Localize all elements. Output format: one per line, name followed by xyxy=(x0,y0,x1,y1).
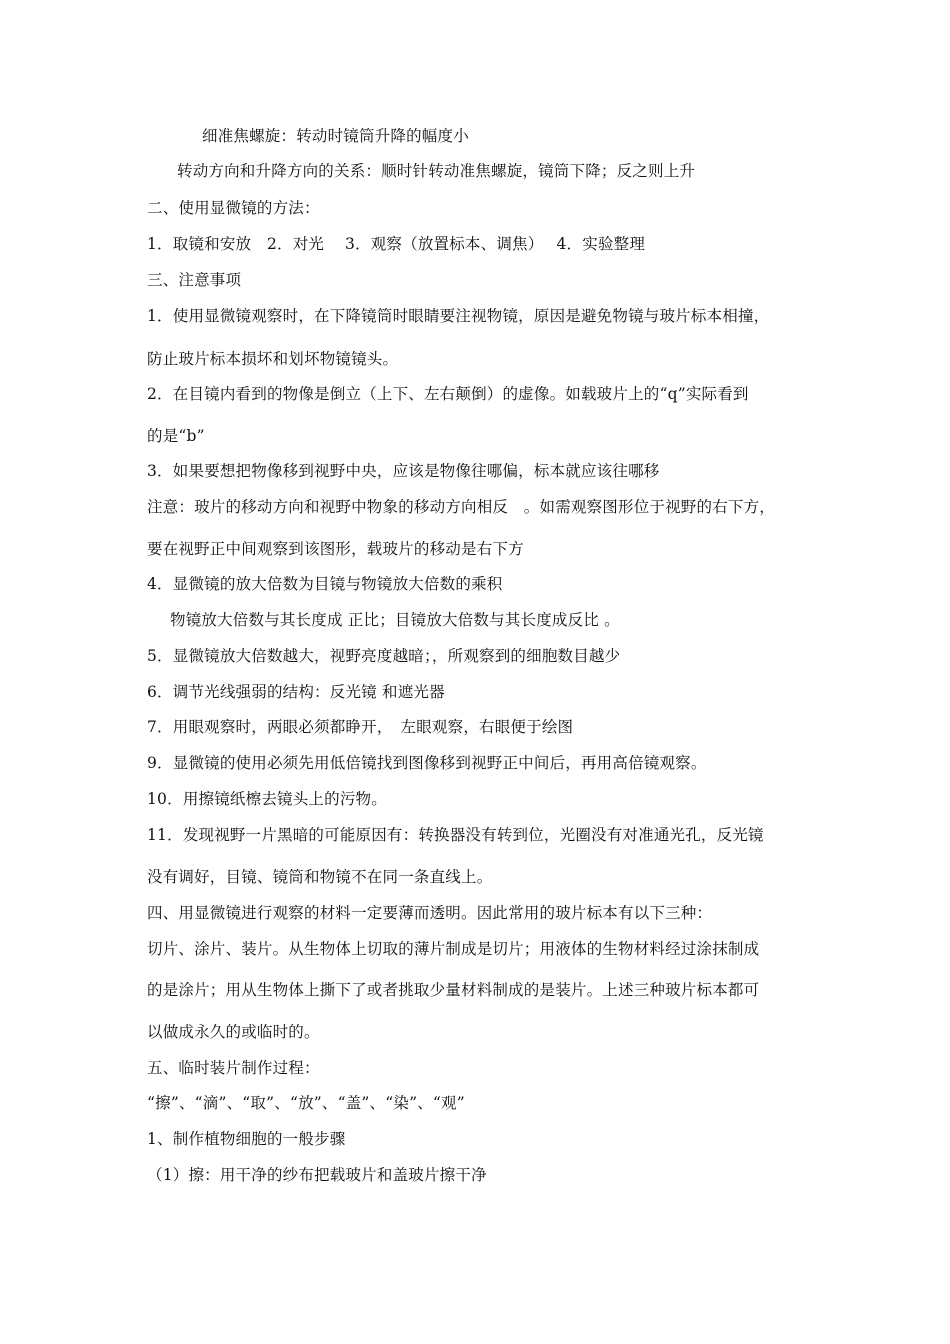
text-line: 要在视野正中间观察到该图形，载玻片的移动是右下方 xyxy=(147,540,524,558)
text-line: 的是“b” xyxy=(147,427,205,445)
text-line: 5．显微镜放大倍数越大，视野亮度越暗；，所观察到的细胞数目越少 xyxy=(147,647,621,665)
section-heading: 三、注意事项 xyxy=(147,271,242,289)
text-line: 防止玻片标本损坏和划坏物镜镜头。 xyxy=(147,350,399,368)
text-line: （1）擦：用干净的纱布把载玻片和盖玻片擦干净 xyxy=(147,1166,487,1184)
text-line: 7．用眼观察时，两眼必须都睁开， 左眼观察，右眼便于绘图 xyxy=(147,718,574,736)
text-line: 的是涂片；用从生物体上撕下了或者挑取少量材料制成的是装片。上述三种玻片标本都可 xyxy=(147,981,760,999)
text-line: 4．显微镜的放大倍数为目镜与物镜放大倍数的乘积 xyxy=(147,575,503,593)
text-line: 注意：玻片的移动方向和视野中物象的移动方向相反 。如需观察图形位于视野的右下方， xyxy=(147,498,776,516)
section-heading: 二、使用显微镜的方法： xyxy=(147,199,320,217)
text-line: 转动方向和升降方向的关系：顺时针转动准焦螺旋，镜筒下降；反之则上升 xyxy=(177,162,696,180)
text-line: 10．用擦镜纸檫去镜头上的污物。 xyxy=(147,790,387,808)
text-line: 1．取镜和安放 2．对光 3．观察（放置标本、调焦） 4．实验整理 xyxy=(147,235,646,253)
text-line: 没有调好，目镜、镜筒和物镜不在同一条直线上。 xyxy=(147,868,493,886)
text-line: 细准焦螺旋：转动时镜筒升降的幅度小 xyxy=(202,127,469,145)
text-line: 1、制作植物细胞的一般步骤 xyxy=(147,1130,346,1148)
text-line: 切片、涂片、装片。从生物体上切取的薄片制成是切片；用液体的生物材料经过涂抹制成 xyxy=(147,940,760,958)
text-line: 2．在目镜内看到的物像是倒立（上下、左右颠倒）的虚像。如载玻片上的“q”实际看到 xyxy=(147,385,749,403)
text-line: 6．调节光线强弱的结构：反光镜 和遮光器 xyxy=(147,683,445,701)
text-line: “擦”、“滴”、“取”、“放”、“盖”、“染”、“观” xyxy=(147,1094,465,1112)
text-line: 3．如果要想把物像移到视野中央，应该是物像往哪偏，标本就应该往哪移 xyxy=(147,462,660,480)
text-line: 1．使用显微镜观察时，在下降镜筒时眼睛要注视物镜，原因是避免物镜与玻片标本相撞， xyxy=(147,307,770,325)
section-heading: 五、临时装片制作过程： xyxy=(147,1059,320,1077)
section-heading: 四、用显微镜进行观察的材料一定要薄而透明。因此常用的玻片标本有以下三种： xyxy=(147,904,713,922)
text-line: 物镜放大倍数与其长度成 正比；目镜放大倍数与其长度成反比 。 xyxy=(170,611,620,629)
text-line: 11．发现视野一片黑暗的可能原因有：转换器没有转到位，光圈没有对准通光孔，反光镜 xyxy=(147,826,764,844)
text-line: 以做成永久的或临时的。 xyxy=(147,1023,320,1041)
text-line: 9．显微镜的使用必须先用低倍镜找到图像移到视野正中间后，再用高倍镜观察。 xyxy=(147,754,707,772)
